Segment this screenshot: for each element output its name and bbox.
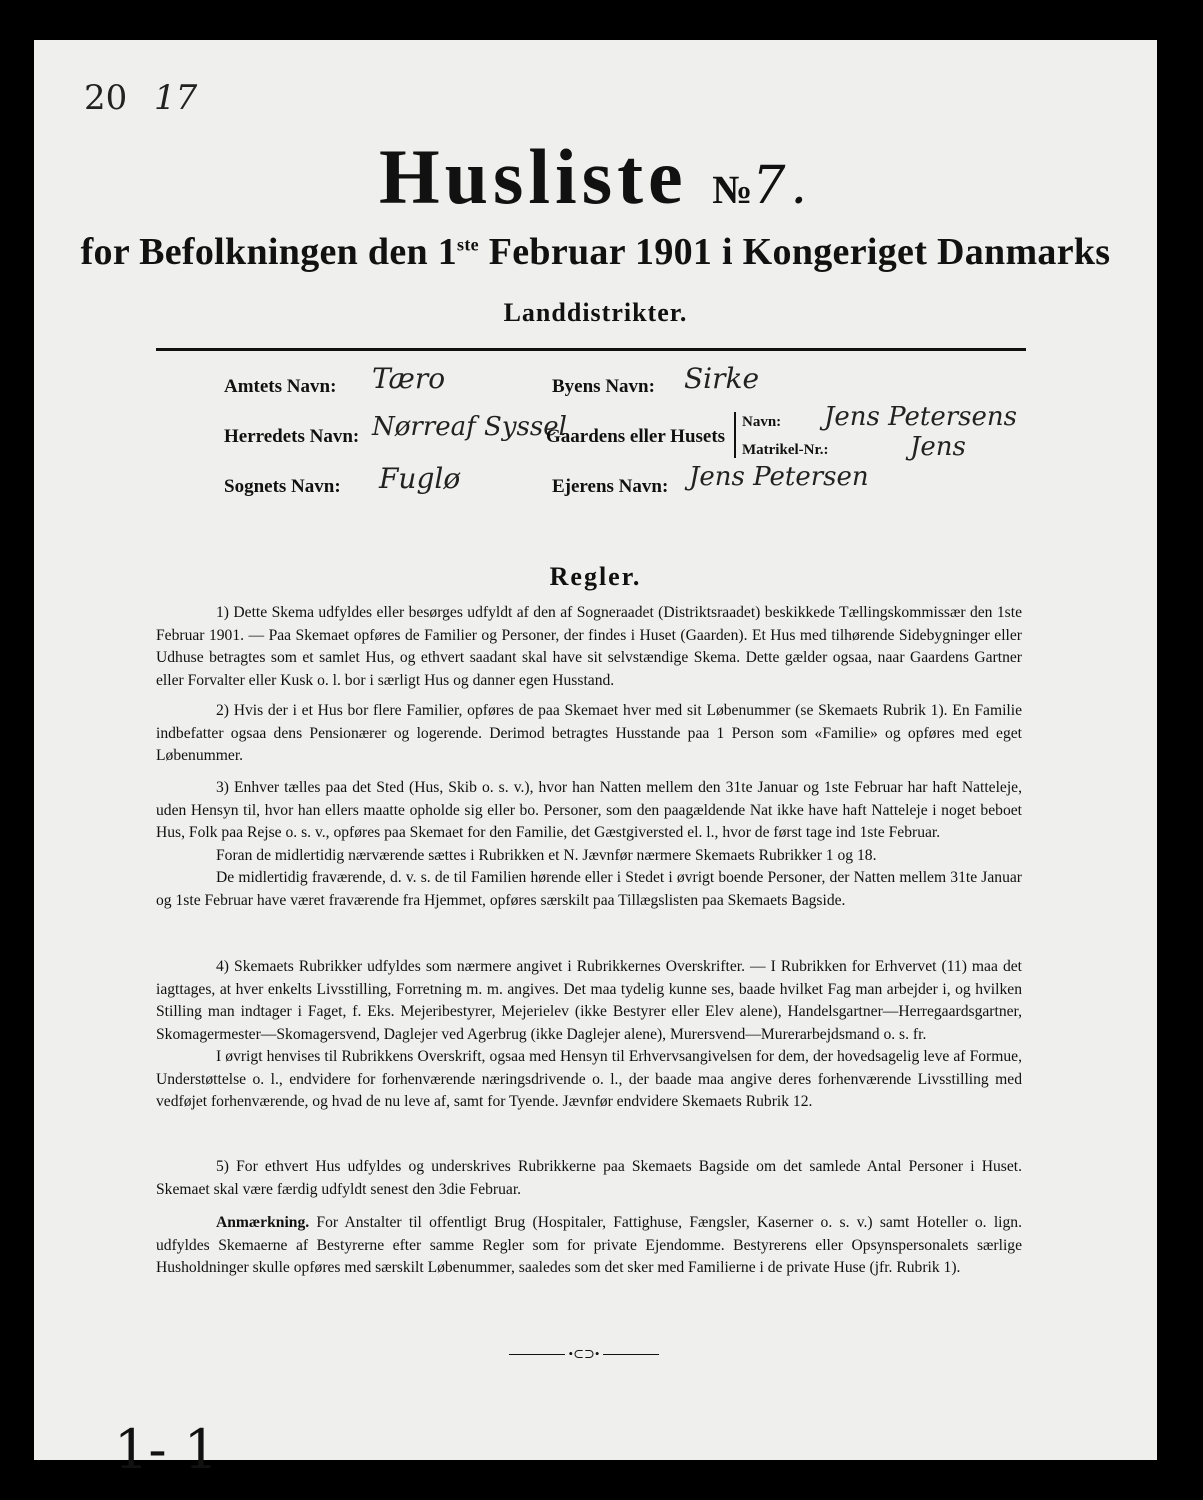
amtets-value: Tæro <box>372 362 446 395</box>
sognets-label: Sognets Navn: <box>224 476 341 497</box>
top-divider <box>156 348 1026 351</box>
ornament-divider: •⊂⊃• <box>509 1346 659 1362</box>
form-subtitle: for Befolkningen den 1ste Februar 1901 i Kongeriget Danmarks <box>80 231 1111 273</box>
matrikel-label: Matrikel-Nr.: <box>742 442 829 458</box>
number-sign: № <box>712 167 753 212</box>
byens-value: Sirke <box>684 362 760 395</box>
rule-4: 4) Skemaets Rubrikker udfyldes som nærmere angivet i Rubrikkernes Overskrifter. — I Rubrikken for Erhvervet (11) maa det iagttages, at hver enkelts Livsstilling, Forretning m. m. angives. Det maa tydelig kunne ses, baade hvilket Fag man arbejder i, og hvilken Stilling man indtager i Faget, f. Eks. Mejeribestyrer, Mejerielev (ikke Bestyrer eller Elev alene), Handelsgartner—Herregaardsgartner, Skomagermester—Skomagersvend, Daglejer ved Agerbrug (ikke Daglejer alene), Murersvend—Murerarbejdsmand o. s. fr. I øvrigt henvises til Rubrikkens Overskrift, ogsaa med Hensyn til Erhvervsangivelsen for dem, der hovedsagelig leve af Formue, Understøttelse o. l., endvidere for forhenværende næringsdrivende o. l., der baade maa angive deres forhenværende Livsstilling med vedføjet forhenværende, og hvad de nu leve af, samt for Tyende. Jævnfør endvidere Skemaets Rubrik 12. <box>156 958 1022 1110</box>
archive-number-left: 20 <box>84 78 128 118</box>
ejerens-label: Ejerens Navn: <box>552 476 669 497</box>
district-heading: Landdistrikter. <box>503 298 688 327</box>
bracket-line <box>734 412 736 458</box>
bottom-page-mark: 1- 1 <box>114 1418 219 1481</box>
navn-value: Jens Petersens <box>824 402 1017 432</box>
rule-1: 1) Dette Skema udfyldes eller besørges udfyldt af den af Sogneraadet (Distriktsraadet) beskikkede Tællingskommissær den 1ste Februar 1901. — Paa Skemaet opføres de Familier og Personer, der findes i Huset (Gaarden). Et Hus med tilhørende Sidebygninger eller Udhuse betragtes som et samlet Hus, og ethvert saadant skal have sit selvstændige Skema. Dette gælder ogsaa, naar Gaardens Gartner eller Forvalter eller Kusk o. l. bor i særligt Hus og danner egen Husstand. <box>156 604 1022 689</box>
census-form-sheet <box>34 40 1157 1481</box>
amtets-label: Amtets Navn: <box>224 376 337 397</box>
rule-3: 3) Enhver tælles paa det Sted (Hus, Skib o. s. v.), hvor han Natten mellem den 31te Januar og 1ste Februar har haft Natteleje, uden Hensyn til, hvor han ellers maatte opholde sig eller bo. Personer, som den paagældende Nat ikke have haft Natteleje i noget beboet Hus, Folk paa Rejse o. s. v., opføres paa Skemaet for den Familie, det Gæstgiversted el. l., hvor de først tage ind 1ste Februar. Foran de midlertidig nærværende sættes i Rubrikken et N. Jævnfør nærmere Skemaets Rubrikker 1 og 18. De midlertidig fraværende, d. v. s. de til Familien hørende eller i Stedet i øvrigt boende Personer, der Natten mellem 31te Januar og 1ste Februar have været fraværende fra Hjemmet, opføres særskilt paa Tillægslisten paa Skemaets Bagside. <box>156 779 1022 909</box>
ejerens-value: Jens Petersen <box>689 462 869 492</box>
matrikel-value: Jens <box>910 432 966 462</box>
rules-heading: Regler. <box>549 562 642 591</box>
remark-label: Anmærkning. <box>216 1214 310 1231</box>
remark <box>156 1212 1022 1280</box>
navn-label: Navn: <box>742 414 782 430</box>
rule-5: 5) For ethvert Hus udfyldes og underskrives Rubrikkerne paa Skemaets Bagside om det samlede Antal Personer i Huset. Skemaet skal være færdig udfyldt senest den 3die Februar. <box>156 1158 1022 1198</box>
herredets-label: Herredets Navn: <box>224 426 360 447</box>
remark-text: For Anstalter til offentligt Brug (Hospitaler, Fattighuse, Fængsler, Kaserner o. s. v.) samt Hoteller o. lign. udfyldes Skemaerne af Bestyrerne efter samme Regler som for private Ejendomme. Bestyrerens eller Opsynspersonalets særlige Husholdninger skulle opføres med særskilt Løbenummer, saaledes som det sker med Familierne i de private Huse (jfr. Rubrik 1). <box>156 1214 1022 1276</box>
byens-label: Byens Navn: <box>552 376 655 397</box>
archive-number-right: 17 <box>154 78 198 118</box>
rule-2: 2) Hvis der i et Hus bor flere Familier, opføres de paa Skemaet hver med sit Løbenummer (se Skemaets Rubrik 1). En Familie indbefatter ogsaa dens Pensionærer og logerende. Derimod betragtes Husstande paa 1 Person som «Familie» og opføres med eget Løbenummer. <box>156 702 1022 764</box>
gaardens-label: Gaardens eller Husets <box>546 426 726 447</box>
form-title <box>34 132 1157 222</box>
house-number: 7. <box>752 156 813 216</box>
herredets-value: Nørreaf Syssel <box>372 412 567 442</box>
sognets-value: Fuglø <box>379 462 461 495</box>
title-main: Husliste <box>378 133 688 220</box>
